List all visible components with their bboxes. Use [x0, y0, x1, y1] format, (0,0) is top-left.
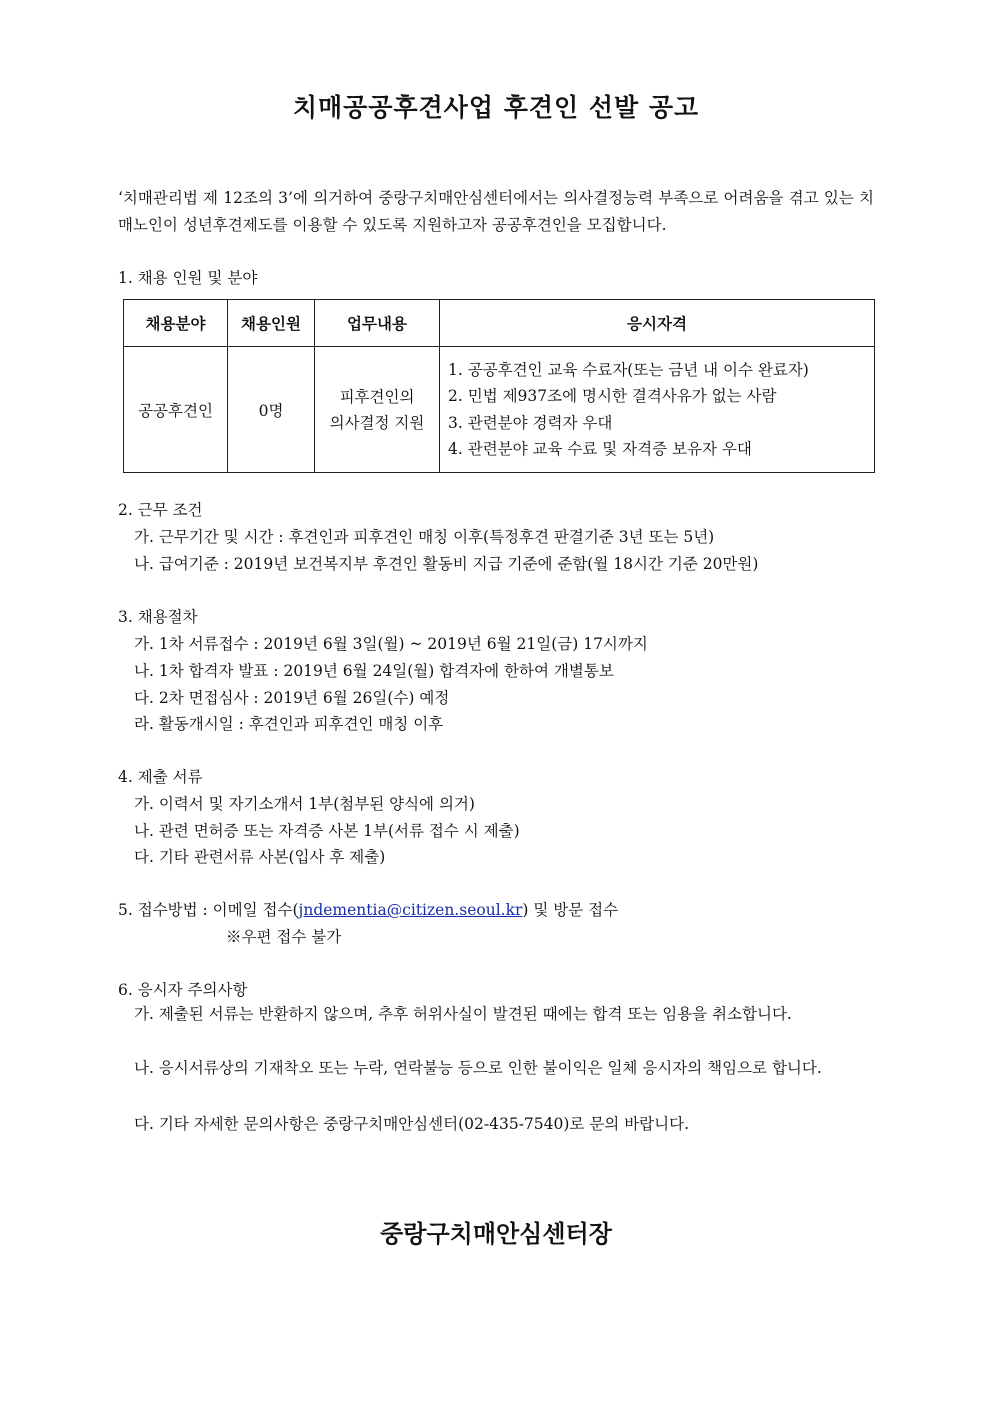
qualification-item: 4. 관련분야 교육 수료 및 자격증 보유자 우대: [448, 440, 752, 458]
list-item: 다. 기타 관련서류 사본(입사 후 제출): [134, 848, 386, 866]
count-cell: 0명: [228, 347, 315, 473]
table-header-cell: 채용인원: [228, 300, 315, 347]
page-title: 치매공공후견사업 후견인 선발 공고: [292, 93, 700, 122]
list-item: 나. 급여기준 : 2019년 보건복지부 후견인 활동비 지급 기준에 준함(월 18시간 기준 20만원): [134, 555, 759, 573]
section-5-suffix: ) 및 방문 접수: [522, 901, 619, 919]
postal-note: ※우편 접수 불가: [226, 928, 342, 946]
list-item: 다. 2차 면접심사 : 2019년 6월 26일(수) 예정: [134, 689, 450, 707]
table-header-cell: 응시자격: [440, 300, 875, 347]
list-item: 가. 1차 서류접수 : 2019년 6월 3일(월) ~ 2019년 6월 21일(금) 17시까지: [134, 635, 648, 653]
recruitment-table: [123, 299, 875, 473]
section-5-line: [118, 898, 618, 920]
table-row: [124, 347, 875, 473]
section-3-heading: 3. 채용절차: [118, 608, 198, 626]
notice-paragraph: 나. 응시서류상의 기재착오 또는 누락, 연락불능 등으로 인한 불이익은 일체 응시자의 책임으로 합니다.: [134, 1059, 822, 1077]
field-cell: 공공후견인: [124, 347, 228, 473]
list-item: 나. 1차 합격자 발표 : 2019년 6월 24일(월) 합격자에 한하여 개별통보: [134, 662, 614, 680]
list-item: 라. 활동개시일 : 후견인과 피후견인 매칭 이후: [134, 715, 444, 733]
qualification-item: 1. 공공후견인 교육 수료자(또는 금년 내 이수 완료자): [448, 360, 809, 379]
signature: 중랑구치매안심센터장: [380, 1219, 612, 1248]
email-link[interactable]: jndementia@citizen.seoul.kr: [298, 901, 523, 919]
table-header-row: [124, 300, 875, 347]
duty-cell: [315, 347, 440, 473]
section-6-heading: 6. 응시자 주의사항: [118, 981, 248, 999]
table-header-cell: 채용분야: [124, 300, 228, 347]
qualification-item: 2. 민법 제937조에 명시한 결격사유가 없는 사람: [448, 387, 777, 405]
section-5-prefix: 5. 접수방법 : 이메일 접수(: [118, 901, 299, 919]
duty-line: 의사결정 지원: [329, 413, 425, 432]
section-4-heading: 4. 제출 서류: [118, 768, 203, 786]
list-item: 다. 기타 자세한 문의사항은 중랑구치매안심센터(02-435-7540)로 문의 바랍니다.: [134, 1115, 690, 1133]
table-header-cell: 업무내용: [315, 300, 440, 347]
list-item: 가. 이력서 및 자기소개서 1부(첨부된 양식에 의거): [134, 795, 475, 813]
section-1-heading: 1. 채용 인원 및 분야: [118, 269, 258, 287]
qualification-item: 3. 관련분야 경력자 우대: [448, 413, 613, 432]
list-item: 나. 관련 면허증 또는 자격증 사본 1부(서류 접수 시 제출): [134, 822, 520, 840]
notice-paragraph: 가. 제출된 서류는 반환하지 않으며, 추후 허위사실이 발견된 때에는 합격 또는 임용을 취소합니다.: [134, 1005, 792, 1023]
section-2-heading: 2. 근무 조건: [118, 501, 203, 519]
intro-paragraph: ‘치매관리법 제 12조의 3’에 의거하여 중랑구치매안심센터에서는 의사결정능력 부족으로 어려움을 겪고 있는 치매노인이 성년후견제도를 이용할 수 있도록 지원하고자 공공후견인을 모집합니다.: [118, 189, 874, 234]
qualifications-cell: [440, 347, 875, 473]
list-item: 가. 근무기간 및 시간 : 후견인과 피후견인 매칭 이후(특정후견 판결기준 3년 또는 5년): [134, 528, 715, 546]
duty-line: 피후견인의: [339, 387, 415, 406]
